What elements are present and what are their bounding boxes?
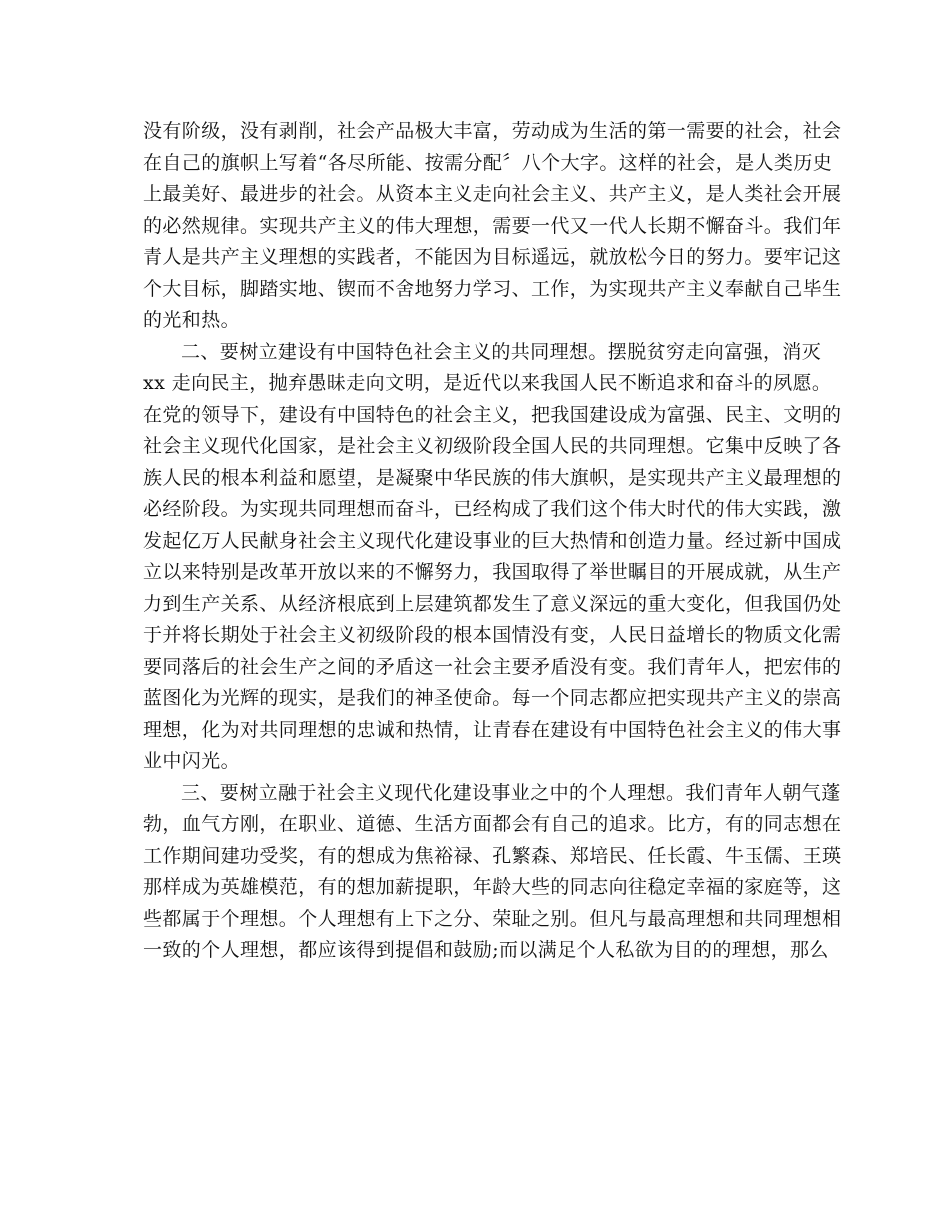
text-line: 的必然规律。实现共产主义的伟大理想，需要一代又一代人长期不懈奋斗。我们年 — [143, 214, 842, 237]
text-line: 蓝图化为光辉的现实，是我们的神圣使命。每一个同志都应把实现共产主义的崇高 — [143, 687, 842, 709]
paragraph-2 — [143, 337, 842, 778]
text-line: 勃，血气方刚，在职业、道德、生活方面都会有自己的追求。比方，有的同志想在 — [143, 813, 842, 835]
paragraph-3 — [143, 778, 842, 967]
text-line-indented: 三、要树立融于社会主义现代化建设事业之中的个人理想。我们青年人朝气蓬 — [181, 781, 841, 804]
text-line: 在党的领导下，建设有中国特色的社会主义，把我国建设成为富强、民主、文明的 — [143, 403, 842, 426]
document-body — [143, 116, 842, 967]
text-line: 些都属于个理想。个人理想有上下之分、荣耻之别。但凡与最高理想和共同理想相 — [143, 907, 842, 930]
text-line: 发起亿万人民献身社会主义现代化建设事业的巨大热情和创造力量。经过新中国成 — [143, 529, 842, 552]
text-line: 个大目标，脚踏实地、锲而不舍地努力学习、工作，为实现共产主义奉献自己毕生 — [143, 277, 842, 300]
text-line: 的光和热。 — [143, 309, 241, 331]
text-line: 社会主义现代化国家，是社会主义初级阶段全国人民的共同理想。它集中反映了各 — [143, 435, 842, 457]
text-line: 工作期间建功受奖，有的想成为焦裕禄、孔繁森、郑培民、任长霞、牛玉儒、王瑛 — [143, 844, 842, 867]
text-line: 理想，化为对共同理想的忠诚和热情，让青春在建设有中国特色社会主义的伟大事 — [143, 718, 842, 741]
text-line: 业中闪光。 — [143, 750, 241, 772]
text-line: 一致的个人理想，都应该得到提倡和鼓励;而以满足个人私欲为目的的理想，那么 — [143, 939, 829, 961]
text-line-indented: 二、要树立建设有中国特色社会主义的共同理想。摆脱贫穷走向富强，消灭 — [181, 340, 822, 363]
text-line: 要同落后的社会生产之间的矛盾这一社会主要矛盾没有变。我们青年人，把宏伟的 — [143, 655, 842, 678]
text-line: 青人是共产主义理想的实践者，不能因为目标遥远，就放松今日的努力。要牢记这 — [143, 246, 842, 268]
text-line: xx 走向民主，抛弃愚昧走向文明，是近代以来我国人民不断追求和奋斗的夙愿。 — [143, 372, 832, 394]
text-line: 于并将长期处于社会主义初级阶段的根本国情没有变，人民日益增长的物质文化需 — [143, 624, 842, 646]
text-line: 立以来特别是改革开放以来的不懈努力，我国取得了举世瞩目的开展成就，从生产 — [143, 561, 842, 583]
text-line: 必经阶段。为实现共同理想而奋斗，已经构成了我们这个伟大时代的伟大实践，激 — [143, 498, 842, 520]
text-line: 力到生产关系、从经济根底到上层建筑都发生了意义深远的重大变化，但我国仍处 — [143, 592, 842, 615]
paragraph-1 — [143, 116, 842, 337]
text-line: 在自己的旗帜上写着“各尽所能、按需分配〞八个大字。这样的社会，是人类历史 — [143, 151, 833, 174]
text-line: 族人民的根本利益和愿望，是凝聚中华民族的伟大旗帜，是实现共产主义最理想的 — [143, 466, 842, 489]
text-line: 上最美好、最进步的社会。从资本主义走向社会主义、共产主义，是人类社会开展 — [143, 183, 842, 205]
text-line: 没有阶级，没有剥削，社会产品极大丰富，劳动成为生活的第一需要的社会，社会 — [143, 120, 842, 142]
text-line: 那样成为英雄模范，有的想加薪提职，年龄大些的同志向往稳定幸福的家庭等，这 — [143, 876, 842, 898]
